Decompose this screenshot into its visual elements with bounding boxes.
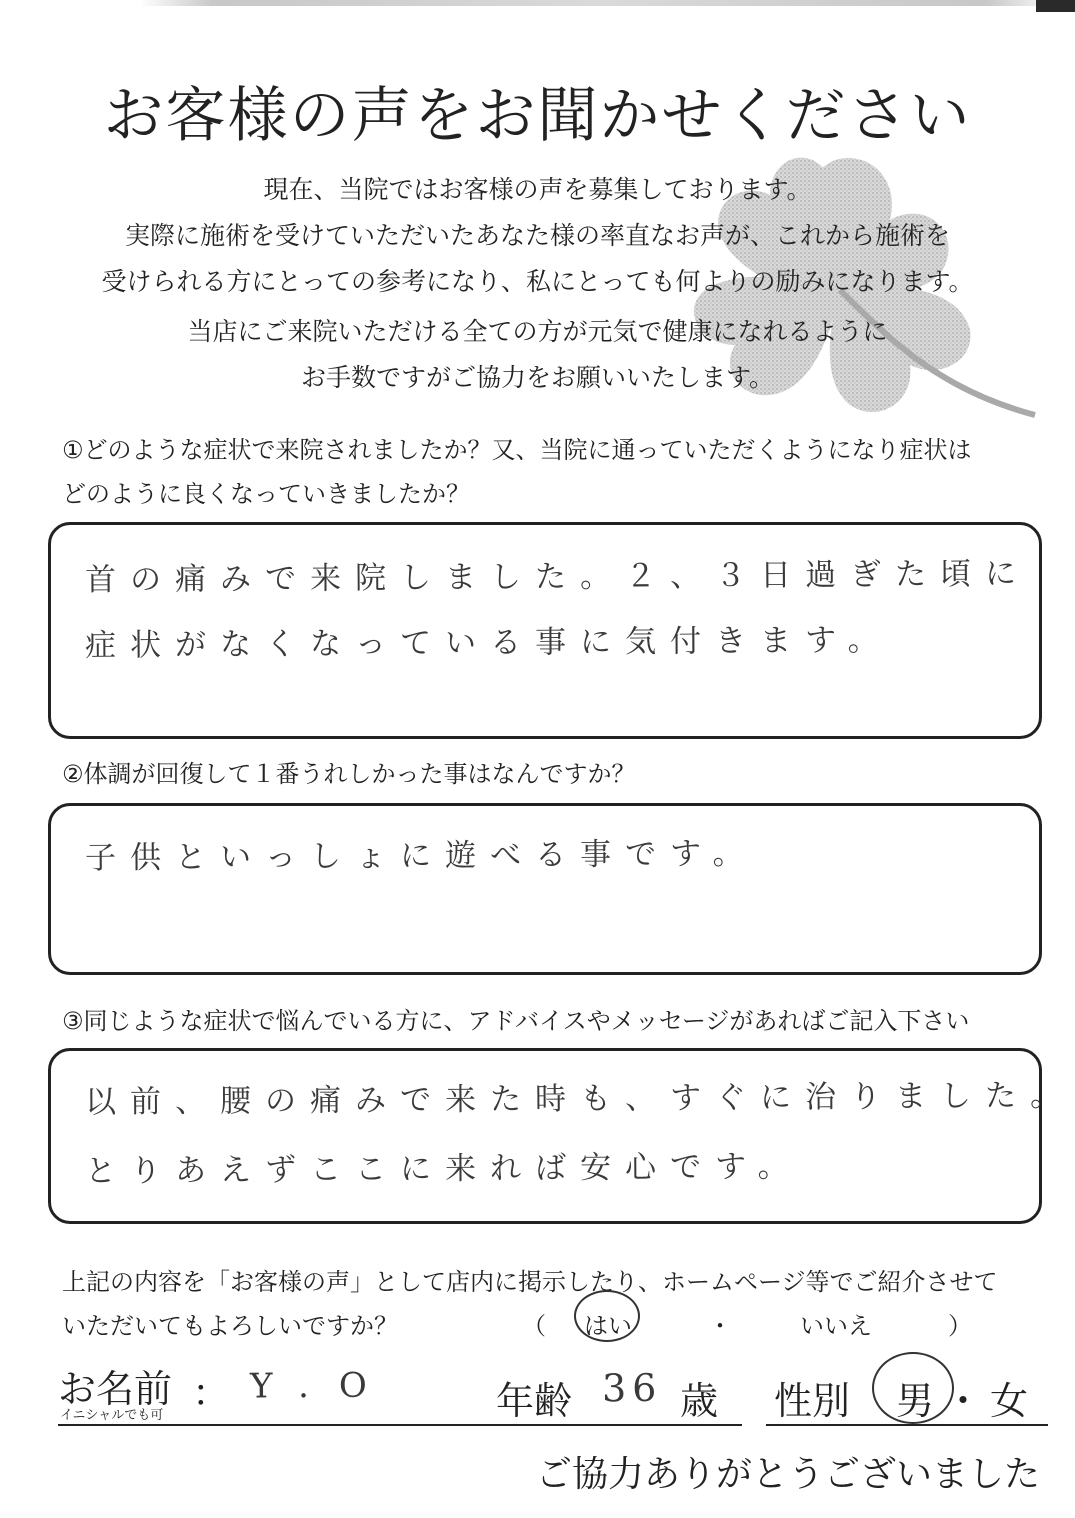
form-underline bbox=[58, 1424, 742, 1426]
selected-yes-circle bbox=[574, 1290, 640, 1342]
consent-line-2: いただいてもよろしいですか？ bbox=[62, 1312, 398, 1340]
answer-box-2[interactable] bbox=[48, 803, 1042, 975]
intro-line-1: 現在、当院ではお客様の声を募集しております。 bbox=[263, 175, 812, 204]
age-label: 年齢 bbox=[496, 1379, 573, 1423]
paren-open: （ bbox=[522, 1312, 546, 1340]
question-1-line-1: ①どのような症状で来院されましたか？又、当院に通っていただくようになり症状は bbox=[62, 436, 972, 464]
answer-box-1[interactable] bbox=[48, 522, 1042, 739]
question-3: ③同じような症状で悩んでいる方に、アドバイスやメッセージがあればご記入下さい bbox=[62, 1007, 970, 1035]
answer-3-line-2: とりあえずここに来れば安心です。 bbox=[84, 1148, 803, 1190]
consent-yes-option[interactable]: はい bbox=[584, 1312, 632, 1340]
scan-edge bbox=[140, 0, 1060, 6]
scan-corner bbox=[1036, 0, 1075, 12]
gender-female-option[interactable]: 女 bbox=[990, 1379, 1029, 1423]
thanks-message: ご協力ありがとうございました bbox=[535, 1454, 1040, 1495]
question-1-line-2: どのように良くなっていきましたか？ bbox=[62, 480, 470, 508]
intro-line-2: 実際に施術を受けていただいたあなた様の率直なお声が、これから施術を bbox=[124, 221, 950, 250]
gender-male-option[interactable]: 男 bbox=[896, 1379, 935, 1423]
consent-line-1: 上記の内容を「お客様の声」として店内に掲示したり、ホームページ等でご紹介させて bbox=[62, 1268, 998, 1296]
name-note: イニシャルでも可 bbox=[60, 1408, 164, 1423]
gender-separator: ・ bbox=[944, 1379, 983, 1423]
paren-close: ） bbox=[948, 1312, 972, 1340]
name-label: お名前 bbox=[58, 1367, 173, 1411]
option-separator: ・ bbox=[708, 1312, 732, 1340]
consent-no-option[interactable]: いいえ bbox=[800, 1312, 872, 1340]
selected-gender-circle bbox=[872, 1352, 954, 1424]
intro-line-3: 受けられる方にとっての参考になり、私にとっても何よりの励みになります。 bbox=[101, 267, 974, 296]
gender-underline bbox=[766, 1424, 1048, 1426]
answer-1-line-1: 首の痛みで来院しました。２、３日過ぎた頃に bbox=[84, 555, 1031, 599]
answer-1-line-2: 症状がなくなっている事に気付きます。 bbox=[84, 622, 893, 664]
page-title: お客様の声をお聞かせください bbox=[103, 81, 972, 151]
name-colon: ： bbox=[192, 1371, 231, 1415]
intro-line-4: 当店にご来院いただける全ての方が元気で健康になれるように bbox=[187, 317, 888, 346]
answer-box-3[interactable] bbox=[48, 1048, 1075, 1224]
intro-line-5: お手数ですがご協力をお願いいたします。 bbox=[300, 363, 774, 392]
gender-label: 性別 bbox=[774, 1379, 851, 1423]
question-2: ②体調が回復して１番うれしかった事はなんですか？ bbox=[62, 760, 636, 788]
age-unit: 歳 bbox=[680, 1379, 719, 1423]
answer-2-line-1: 子供といっしょに遊べる事です。 bbox=[84, 835, 758, 877]
name-value[interactable]: Y.O bbox=[249, 1365, 397, 1407]
age-value[interactable]: 36 bbox=[601, 1365, 663, 1411]
answer-3-line-1: 以前、腰の痛みで来た時も、すぐに治りました。 bbox=[84, 1077, 1075, 1121]
